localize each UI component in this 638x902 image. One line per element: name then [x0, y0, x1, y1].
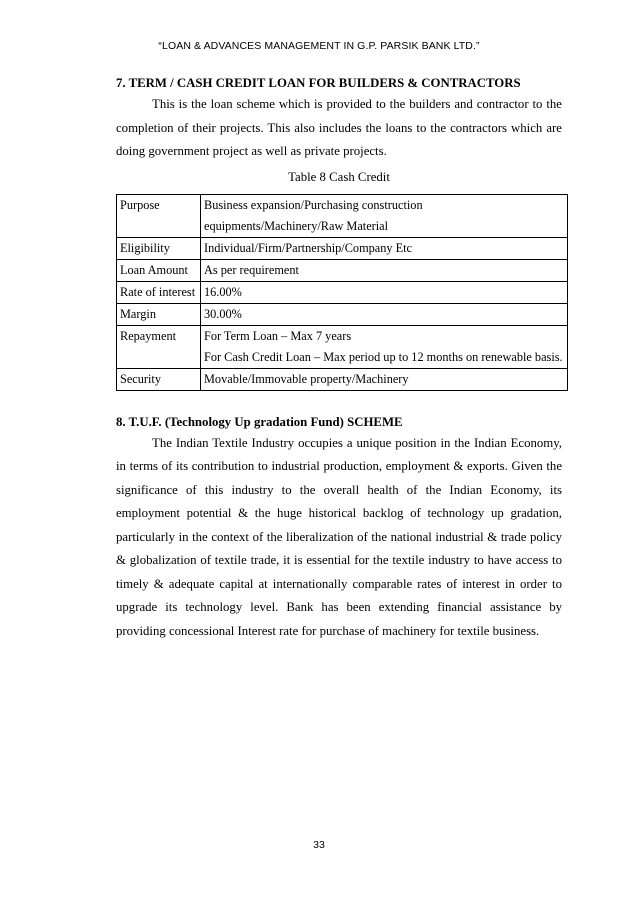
row-value: [201, 281, 568, 303]
running-header: “LOAN & ADVANCES MANAGEMENT IN G.P. PARSIK BANK LTD.”: [158, 40, 480, 52]
row-value: [201, 325, 568, 368]
table-row: [117, 325, 568, 368]
row-key: Security: [117, 368, 201, 390]
page-content: [116, 73, 562, 643]
row-key: Purpose: [117, 194, 201, 237]
row-value-line: Movable/Immovable property/Machinery: [204, 371, 409, 386]
row-value: [201, 303, 568, 325]
table-row: [117, 194, 568, 237]
section-7-heading: 7. TERM / CASH CREDIT LOAN FOR BUILDERS & CONTRACTORS: [116, 76, 521, 90]
table-row: [117, 237, 568, 259]
section-8: [116, 412, 562, 644]
table-row: [117, 368, 568, 390]
row-key: Eligibility: [117, 237, 201, 259]
table-row: [117, 281, 568, 303]
section-8-paragraph: The Indian Textile Industry occupies a unique position in the Indian Economy, in terms of its contribution to industrial production, employment & exports. Given the significance of this industry to the overall health of the Indian Economy, its employment potential & the huge historical backlog of technology up gradation, particularly in the context of the liberalization of the national industrial & trade policy & globalization of textile trade, it is essential for the textile industry to have access to timely & adequate capital at internationally comparable rates of interest in order to upgrade its technology level. Bank has been extending financial assistance by providing concessional Interest rate for purchase of machinery for textile business.: [116, 435, 562, 638]
row-value-line: equipments/Machinery/Raw Material: [204, 218, 389, 233]
cash-credit-table: [116, 194, 568, 391]
row-value: [201, 368, 568, 390]
row-key: Repayment: [117, 325, 201, 368]
row-value: [201, 237, 568, 259]
row-value: [201, 259, 568, 281]
row-key: Margin: [117, 303, 201, 325]
section-7-paragraph: This is the loan scheme which is provided to the builders and contractor to the completion of their projects. This also includes the loans to the contractors which are doing government project as well as private projects.: [116, 97, 562, 158]
table-row: [117, 303, 568, 325]
page-number: 33: [313, 839, 325, 851]
row-value-line: As per requirement: [204, 262, 299, 277]
row-value-line: Individual/Firm/Partnership/Company Etc: [204, 240, 412, 255]
row-value-line: 16.00%: [204, 284, 242, 299]
row-value-line: 30.00%: [204, 306, 242, 321]
row-value-line: Business expansion/Purchasing construction: [204, 197, 423, 212]
row-key: Rate of interest: [117, 281, 201, 303]
row-value: [201, 194, 568, 237]
section-8-heading: 8. T.U.F. (Technology Up gradation Fund) SCHEME: [116, 414, 403, 429]
row-key: Loan Amount: [117, 259, 201, 281]
row-value-line: For Cash Credit Loan – Max period up to 12 months on renewable basis.: [204, 349, 563, 364]
table-row: [117, 259, 568, 281]
row-value-line: For Term Loan – Max 7 years: [204, 328, 352, 343]
table-caption: Table 8 Cash Credit: [288, 169, 390, 184]
